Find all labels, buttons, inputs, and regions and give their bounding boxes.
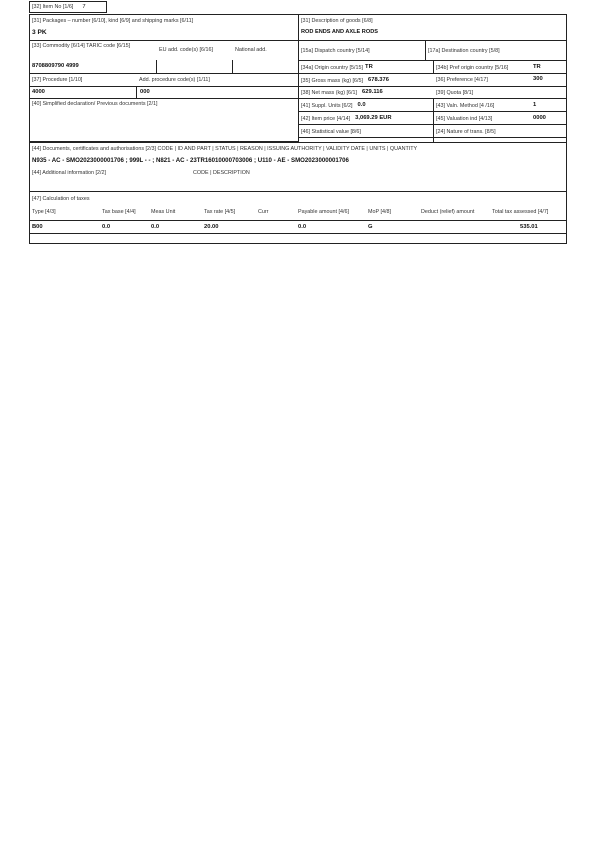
additional-info-code-label: CODE | DESCRIPTION [193, 170, 250, 176]
tax-header-meas-unit: Meas Unit [151, 209, 176, 215]
net-mass-value: 629.116 [362, 89, 383, 95]
add-procedure-value: 000 [140, 89, 150, 95]
gross-mass-label: [35] Gross mass (kg) [6/5] [301, 77, 364, 84]
add-procedure-label: Add. procedure code(s) [1/11] [139, 77, 210, 83]
item-no-label: [32] Item No [1/6] [32, 4, 74, 10]
eu-add-code-label: EU add. code(s) [6/16] [159, 47, 213, 53]
statistical-value-label: [46] Statistical value [8/6] [301, 129, 361, 135]
origin-country-label: [34a] Origin country [5/15] [301, 64, 364, 71]
tax-row-total-tax: 535.01 [520, 224, 538, 230]
tax-row-payable-amount: 0.0 [298, 224, 307, 230]
tax-header-tax-base: Tax base [4/4] [102, 209, 136, 215]
documents-label: [44] Documents, certificates and authorisations [2/3] CODE | ID AND PART | STATUS | REASON | ISSUING AUTHORITY | VALIDITY DATE | UNITS | QUANTITY [32, 146, 418, 152]
item-no-field [32, 2, 86, 12]
item-price-field [301, 114, 392, 123]
packages-label: [31] Packages – number [6/10], kind [6/9] and shipping marks [6/11] [32, 18, 194, 24]
description-label: [31] Description of goods [6/8] [301, 18, 373, 24]
tax-header-payable-amount: Payable amount [4/6] [298, 209, 349, 215]
origin-country-value: TR [365, 64, 373, 70]
packages-value: 3 PK [32, 29, 47, 36]
procedure-label: [37] Procedure [1/10] [32, 77, 83, 83]
preference-label: [36] Preference [4/17] [436, 77, 488, 83]
suppl-units-field [301, 101, 366, 110]
gross-mass-field [301, 76, 389, 85]
tax-header-mop: MoP [4/8] [368, 209, 391, 215]
commodity-value: 8708809790 4999 [32, 63, 79, 69]
tax-row-type: B00 [32, 224, 43, 230]
net-mass-label: [38] Net mass (kg) [6/1] [301, 89, 358, 96]
tax-row-mop: G [368, 224, 373, 230]
national-add-label: National add. [235, 47, 267, 53]
net-mass-field [301, 88, 383, 97]
item-price-value: 3,069.29 EUR [355, 115, 392, 121]
description-value: ROD ENDS AND AXLE RODS [301, 29, 378, 35]
valuation-ind-value: 0000 [533, 115, 546, 121]
gross-mass-value: 678.376 [368, 77, 389, 83]
taxes-title: [47] Calculation of taxes [32, 196, 90, 202]
item-price-label: [42] Item price [4/14] [301, 115, 351, 122]
nature-of-trans-label: [24] Nature of trans. [8/5] [436, 129, 496, 135]
valuation-method-label: [43] Valn. Method [4 /16] [436, 103, 495, 109]
tax-header-total-tax: Total tax assessed [4/7] [492, 209, 549, 215]
tax-header-deduct-amount: Deduct (relief) amount [421, 209, 475, 215]
valuation-method-value: 1 [533, 102, 537, 108]
item-no-value: 7 [82, 3, 86, 10]
tax-row-meas-unit: 0.0 [151, 224, 160, 230]
additional-info-label: [44] Additional information [2/2] [32, 170, 107, 176]
pref-origin-country-value: TR [533, 64, 541, 70]
tax-header-curr: Curr [258, 209, 269, 215]
suppl-units-label: [41] Suppl. Units [6/2] [301, 102, 353, 109]
tax-header-tax-rate: Tax rate [4/5] [204, 209, 236, 215]
commodity-label: [33] Commodity [6/14] TARIC code [6/15] [32, 43, 131, 49]
documents-value: N935 - AC - SMO2023000001706 ; 999L - - ; N821 - AC - 23TR16010000703006 ; U110 - AE - SMO2023000001706 [32, 157, 349, 164]
valuation-ind-label: [45] Valuation ind [4/13] [436, 116, 493, 122]
preference-value: 300 [533, 76, 543, 82]
suppl-units-value: 0.0 [357, 102, 366, 108]
dispatch-country-label: [15a] Dispatch country [5/14] [301, 48, 370, 54]
simplified-declaration-label: [40] Simplified declaration/ Previous documents [2/1] [32, 101, 158, 107]
tax-row-tax-rate: 20.00 [204, 224, 219, 230]
origin-country-field [301, 63, 373, 72]
procedure-value: 4000 [32, 89, 45, 95]
tax-row-tax-base: 0.0 [102, 224, 111, 230]
pref-origin-country-label: [34b] Pref origin country [5/16] [436, 65, 509, 71]
destination-country-label: [17a] Destination country [5/8] [428, 48, 500, 54]
tax-header-type: Type [4/3] [32, 209, 56, 215]
quota-label: [39] Quota [8/1] [436, 90, 474, 96]
